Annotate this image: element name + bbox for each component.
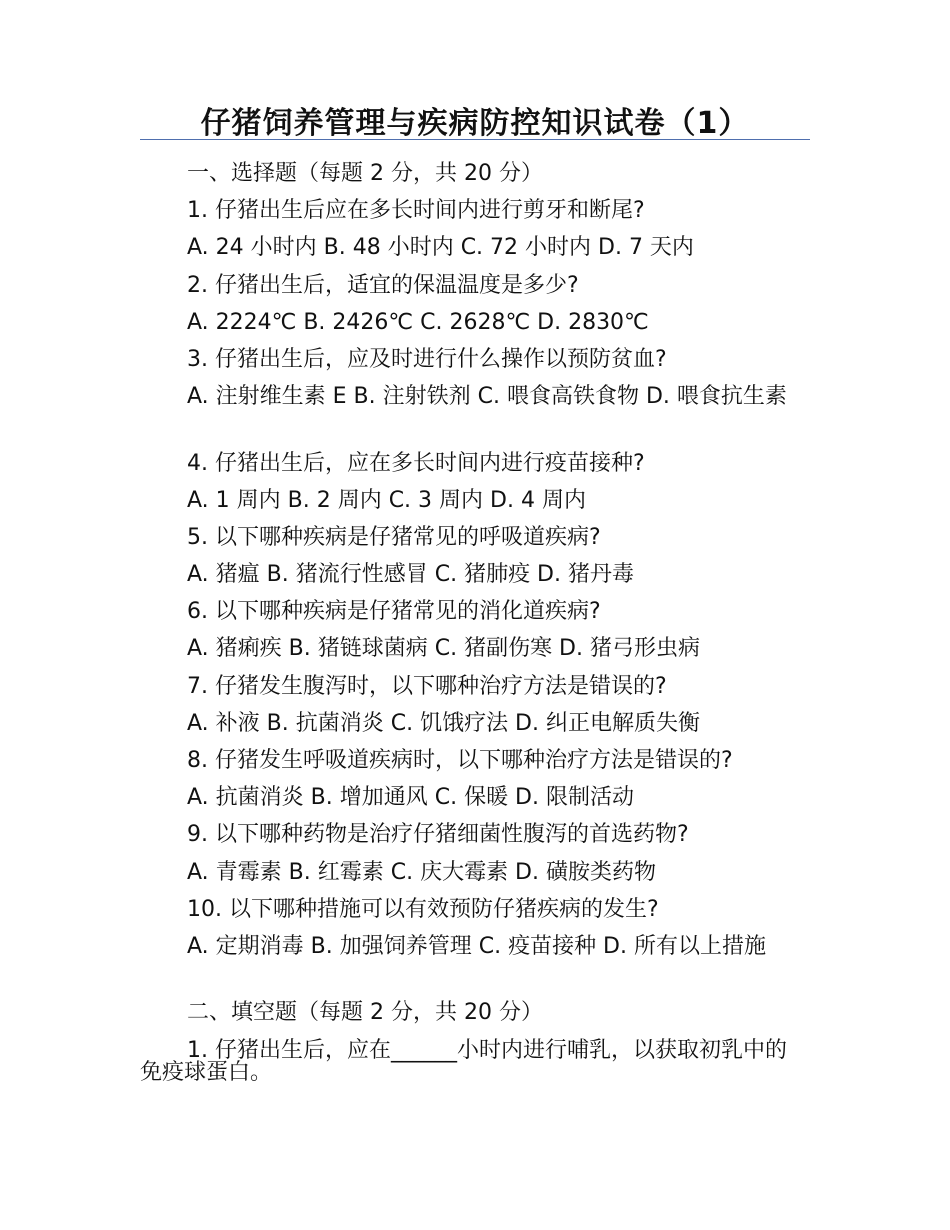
options-9: A. 青霉素 B. 红霉素 C. 庆大霉素 D. 磺胺类药物: [187, 859, 656, 885]
question-5: 5. 以下哪种疾病是仔猪常见的呼吸道疾病?: [187, 524, 601, 550]
question-2: 2. 仔猪出生后，适宜的保温温度是多少?: [187, 272, 579, 298]
question-8: 8. 仔猪发生呼吸道疾病时，以下哪种治疗方法是错误的?: [187, 748, 733, 774]
options-5: A. 猪瘟 B. 猪流行性感冒 C. 猪肺疫 D. 猪丹毒: [187, 562, 634, 588]
title-underline: [140, 139, 810, 140]
options-6: A. 猪痢疾 B. 猪链球菌病 C. 猪副伤寒 D. 猪弓形虫病: [187, 636, 700, 662]
question-1: 1. 仔猪出生后应在多长时间内进行剪牙和断尾?: [187, 198, 645, 224]
question-3: 3. 仔猪出生后，应及时进行什么操作以预防贫血?: [187, 346, 667, 372]
section-heading-choice: 一、选择题（每题 2 分，共 20 分）: [187, 161, 543, 186]
options-7: A. 补液 B. 抗菌消炎 C. 饥饿疗法 D. 纠正电解质失衡: [187, 710, 700, 736]
document-body: [140, 155, 806, 1098]
options-4: A. 1 周内 B. 2 周内 C. 3 周内 D. 4 周内: [187, 487, 586, 513]
options-3: A. 注射维生素 E B. 注射铁剂 C. 喂食高铁食物 D. 喂食抗生素: [187, 384, 787, 410]
section-heading-fill-in: 二、填空题（每题 2 分，共 20 分）: [187, 1000, 543, 1026]
fill-in-question-1: 1. 仔猪出生后，应在______小时内进行哺乳，以获取初乳中的免疫球蛋白。: [140, 1037, 787, 1085]
options-2: A. 2224℃ B. 2426℃ C. 2628℃ D. 2830℃: [187, 309, 649, 335]
question-4: 4. 仔猪出生后，应在多长时间内进行疫苗接种?: [187, 450, 645, 476]
options-8: A. 抗菌消炎 B. 增加通风 C. 保暖 D. 限制活动: [187, 785, 634, 811]
question-7: 7. 仔猪发生腹泻时，以下哪种治疗方法是错误的?: [187, 673, 667, 699]
options-1: A. 24 小时内 B. 48 小时内 C. 72 小时内 D. 7 天内: [187, 235, 694, 261]
document-title: 仔猪饲养管理与疾病防控知识试卷（1）: [200, 106, 750, 141]
options-10: A. 定期消毒 B. 加强饲养管理 C. 疫苗接种 D. 所有以上措施: [187, 933, 766, 959]
question-10: 10. 以下哪种措施可以有效预防仔猪疾病的发生?: [187, 896, 659, 922]
question-6: 6. 以下哪种疾病是仔猪常见的消化道疾病?: [187, 599, 601, 625]
question-9: 9. 以下哪种药物是治疗仔猪细菌性腹泻的首选药物?: [187, 822, 689, 848]
